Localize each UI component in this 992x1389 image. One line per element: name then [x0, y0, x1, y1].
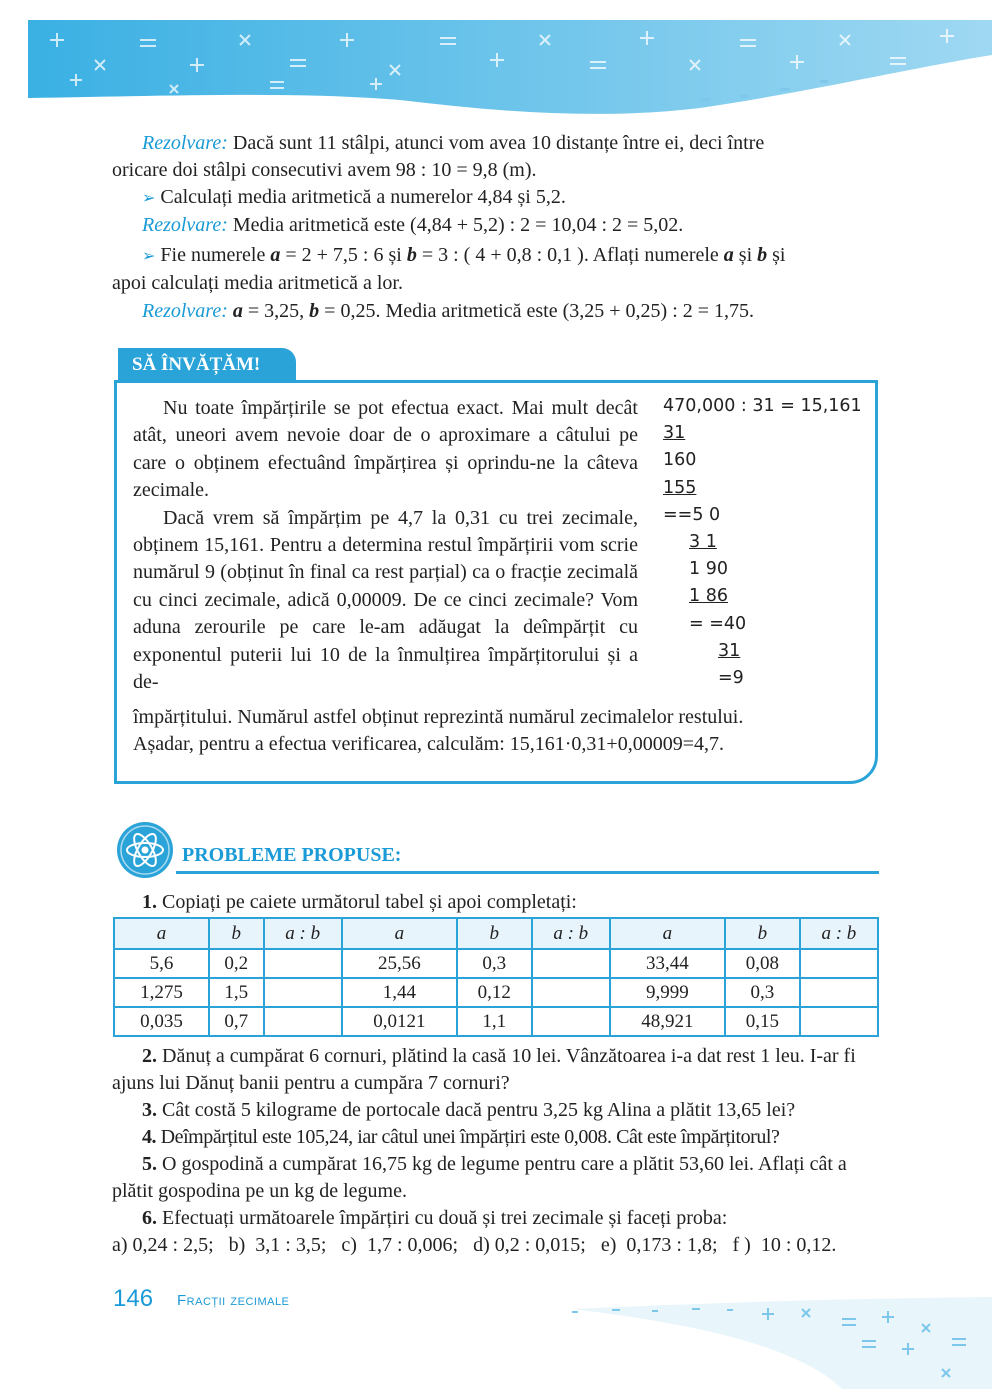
- table-cell: [800, 978, 878, 1007]
- table-header: a: [610, 918, 725, 949]
- table-cell: 48,921: [610, 1007, 725, 1036]
- problem-list: [112, 1043, 882, 1259]
- solution-text: = 0,25. Media aritmetică este (3,25 + 0,25) : 2 = 1,75.: [319, 300, 755, 322]
- table-header: b: [457, 918, 532, 949]
- solution-3: [112, 298, 882, 325]
- problem-5: [112, 1151, 882, 1205]
- table-cell: [532, 1007, 610, 1036]
- problem-number: 5.: [142, 1153, 157, 1175]
- task-text: și: [733, 244, 758, 266]
- table-cell: 1,275: [114, 978, 209, 1007]
- problem-2: [112, 1043, 882, 1097]
- table-cell: [264, 1007, 342, 1036]
- table-cell: [532, 949, 610, 978]
- math-symbols-banner: [0, 0, 992, 140]
- task-text: = 2 + 7,5 : 6 și: [280, 244, 407, 266]
- problem-text: Dănuț a cumpărat 6 cornuri, plătind la casă 10 lei. Vânzătoarea i-a dat rest 1 leu. I-ar fi ajuns lui Dănuț banii pentru a cumpăra 7 cornuri?: [112, 1045, 856, 1094]
- table-cell: [800, 949, 878, 978]
- table-cell: 0,0121: [342, 1007, 457, 1036]
- learn-paragraph-3: împărțitului. Numărul astfel obținut reprezintă numărul zecimalelor restului.: [133, 706, 744, 728]
- table-cell: 33,44: [610, 949, 725, 978]
- table-cell: 1,5: [209, 978, 264, 1007]
- page-number: 146: [113, 1285, 154, 1312]
- table-cell: [800, 1007, 878, 1036]
- table-header: b: [725, 918, 800, 949]
- table-cell: [264, 949, 342, 978]
- learn-tab: SĂ ÎNVĂȚĂM!: [118, 348, 296, 380]
- task-text: = 3 : ( 4 + 0,8 : 0,1 ). Aflați numerele: [416, 244, 724, 266]
- table-cell: 1,1: [457, 1007, 532, 1036]
- division-line: = =40: [689, 613, 747, 634]
- task-mean: [112, 184, 882, 212]
- solution-text: Dacă sunt 11 stâlpi, atunci vom avea 10 distanțe între ei, deci între: [227, 132, 765, 154]
- variable-a: a: [723, 244, 734, 266]
- problem-3: [112, 1097, 882, 1124]
- variable-b: b: [309, 300, 320, 322]
- problem-text: O gospodină a cumpărat 16,75 kg de legume pentru care a plătit 53,60 lei. Aflați cât a plătit gospodina pe un kg de legume.: [112, 1153, 847, 1202]
- solution-2: [112, 212, 882, 239]
- division-line: 31: [718, 640, 741, 661]
- table-cell: 25,56: [342, 949, 457, 978]
- task-text: și: [767, 244, 786, 266]
- long-division: [663, 393, 862, 692]
- solution-label: Rezolvare:: [142, 132, 228, 154]
- table-row: [114, 949, 878, 978]
- division-line: 3 1: [689, 532, 717, 553]
- table-row: [114, 978, 878, 1007]
- table-cell: 0,035: [114, 1007, 209, 1036]
- table-header: a: [114, 918, 209, 949]
- task-text: Calculați media aritmetică a numerelor 4,84 și 5,2.: [155, 186, 566, 208]
- problem-number: 2.: [142, 1045, 157, 1067]
- problems-title: PROBLEME PROPUSE:: [182, 844, 402, 866]
- atom-icon: [115, 820, 175, 880]
- problem-text: Cât costă 5 kilograme de portocale dacă pentru 3,25 kg Alina a plătit 13,65 lei?: [157, 1099, 796, 1121]
- variable-a: a: [232, 300, 243, 322]
- table-cell: 0,3: [725, 978, 800, 1007]
- table-row: [114, 1007, 878, 1036]
- table-header: a : b: [800, 918, 878, 949]
- division-line: 470,000 : 31 = 15,161: [663, 396, 862, 416]
- problem-1: [112, 889, 882, 916]
- table-cell: 0,7: [209, 1007, 264, 1036]
- learn-paragraph-2: Dacă vrem să împărțim pe 4,7 la 0,31 cu trei zecimale, obținem 15,161. Pentru a determina restul împărțirii vom scrie numărul 9 (obținut în final ca rest parțial) ca o fracție zecimală cu cinci zecimale, adică 0,00009. De ce cinci zecimale? Vom aduna zerourile pe care le-am adăugat la deîmpărțit cu exponentul puterii lui 10 de la înmulțirea împărțitorului și a de-: [133, 506, 638, 694]
- division-line: 1 90: [689, 559, 728, 580]
- table-header: a: [342, 918, 457, 949]
- task-numbers: [112, 242, 882, 270]
- table-cell: 0,2: [209, 949, 264, 978]
- solution-label: Rezolvare:: [142, 214, 228, 236]
- variable-a: a: [270, 244, 281, 266]
- problem-text: Deîmpărțitul este 105,24, iar câtul unei împărțiri este 0,008. Cât este împărțitorul?: [156, 1126, 780, 1148]
- solution-1-line2: oricare doi stâlpi consecutivi avem 98 : 10 = 9,8 (m).: [112, 159, 537, 181]
- learn-paragraph-1: Nu toate împărțirile se pot efectua exact. Mai mult decât atât, uneori avem nevoie doar de o aproximare a câtului pe care o obținem efectuând împărțirea și oprindu-ne la câteva zecimale.: [133, 397, 638, 502]
- problem-text: Efectuați următoarele împărțiri cu două și trei zecimale și faceți proba:: [157, 1207, 728, 1229]
- variable-b: b: [406, 244, 417, 266]
- learn-paragraph-4: Așadar, pentru a efectua verificarea, calculăm: 15,161·0,31+0,00009=4,7.: [133, 733, 724, 756]
- table-cell: [264, 978, 342, 1007]
- division-line: 31: [663, 423, 686, 444]
- problem-number: 6.: [142, 1207, 157, 1229]
- division-line: =9: [718, 668, 744, 689]
- problem-text: Copiați pe caiete următorul tabel și apoi completați:: [157, 891, 577, 913]
- table-header: a : b: [532, 918, 610, 949]
- division-line: 160: [663, 450, 697, 471]
- table-cell: 0,3: [457, 949, 532, 978]
- solution-label: Rezolvare:: [142, 300, 228, 322]
- arrow-bullet-icon: ➢: [142, 190, 156, 207]
- division-line: ==5 0: [663, 504, 721, 525]
- problem-number: 1.: [142, 891, 157, 913]
- problem-6-items: a) 0,24 : 2,5; b) 3,1 : 3,5; c) 1,7 : 0,006; d) 0,2 : 0,015; e) 0,173 : 1,8; f ) 10 : 0,12.: [112, 1234, 837, 1256]
- table-header: b: [209, 918, 264, 949]
- table-header-row: [114, 918, 878, 949]
- table-cell: 0,08: [725, 949, 800, 978]
- table-cell: 5,6: [114, 949, 209, 978]
- variable-b: b: [757, 244, 768, 266]
- problems-divider: [176, 871, 879, 874]
- table-header: a : b: [264, 918, 342, 949]
- exercise-table: [113, 917, 879, 1037]
- problem-6: [112, 1205, 882, 1232]
- problem-number: 3.: [142, 1099, 157, 1121]
- task-text: Fie numerele: [155, 244, 271, 266]
- arrow-bullet-icon: ➢: [142, 248, 156, 265]
- table-cell: 1,44: [342, 978, 457, 1007]
- division-line: 1 86: [689, 586, 728, 607]
- problem-number: 4.: [142, 1126, 157, 1148]
- solution-text: Media aritmetică este (4,84 + 5,2) : 2 = 10,04 : 2 = 5,02.: [227, 214, 684, 236]
- learn-text: [133, 395, 638, 696]
- table-cell: [532, 978, 610, 1007]
- table-cell: 0,12: [457, 978, 532, 1007]
- task-numbers-line2: apoi calculați media aritmetică a lor.: [112, 272, 403, 294]
- table-cell: 9,999: [610, 978, 725, 1007]
- solution-1: [112, 130, 882, 157]
- chapter-title: Fracții zecimale: [177, 1292, 290, 1309]
- problem-4: [112, 1124, 882, 1151]
- learn-text-bottom: [133, 704, 873, 759]
- solution-text: = 3,25,: [242, 300, 310, 322]
- math-symbols-footer: [512, 1279, 992, 1389]
- division-line: 155: [663, 477, 697, 498]
- table-cell: 0,15: [725, 1007, 800, 1036]
